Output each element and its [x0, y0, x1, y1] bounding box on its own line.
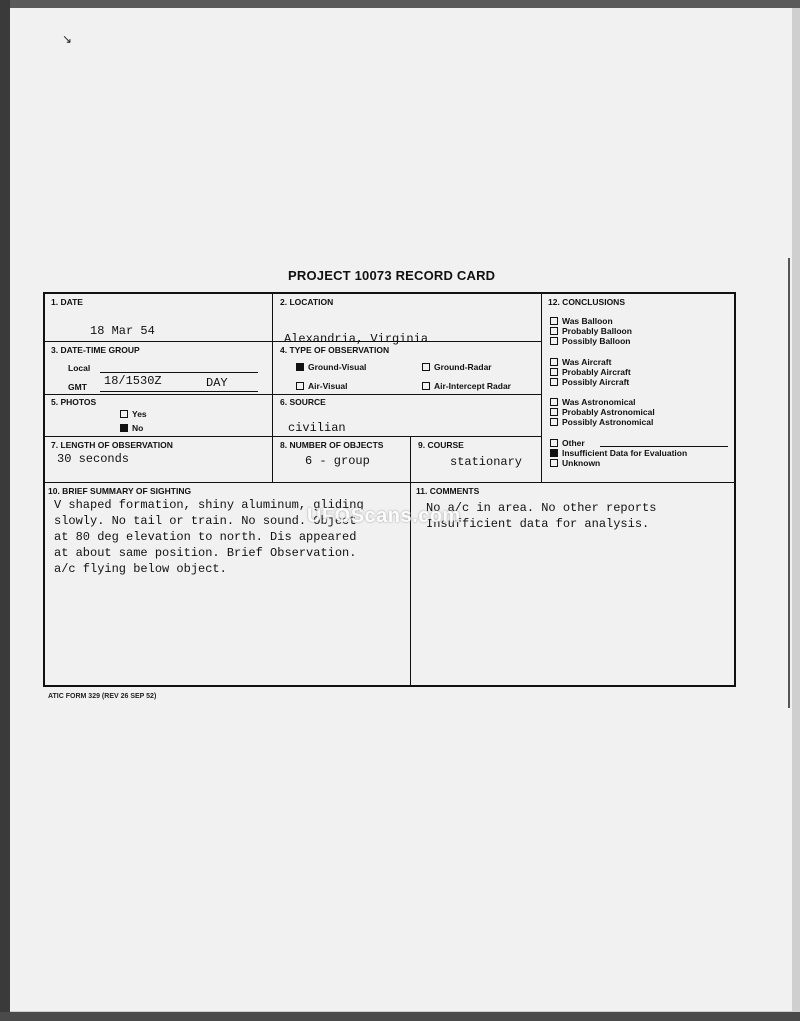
- length-label: 7. LENGTH OF OBSERVATION: [51, 440, 173, 450]
- checkbox-icon: [550, 439, 558, 447]
- gmt-value: 18/1530Z: [104, 374, 162, 388]
- course-value: stationary: [450, 455, 523, 469]
- conclusion-possibly-balloon: Possibly Balloon: [550, 336, 631, 346]
- scan-right-mark: [788, 258, 790, 708]
- source-value: civilian: [288, 421, 346, 435]
- conclusion-insufficient-data: Insufficient Data for Evaluation: [550, 448, 687, 458]
- summary-line: V shaped formation, shiny aluminum, gliding: [54, 498, 364, 512]
- conclusion-was-astronomical: Was Astronomical: [550, 397, 636, 407]
- observation-type-label: 4. TYPE OF OBSERVATION: [280, 345, 390, 355]
- checkbox-icon: [120, 410, 128, 418]
- checkbox-icon: [550, 368, 558, 376]
- summary-line: slowly. No tail or train. No sound. Object: [54, 514, 357, 528]
- other-line: [600, 446, 728, 447]
- checkbox-icon: [550, 378, 558, 386]
- ground-radar-option: Ground-Radar: [422, 362, 492, 372]
- conclusion-probably-aircraft: Probably Aircraft: [550, 367, 631, 377]
- date-label: 1. DATE: [51, 297, 83, 307]
- checkbox-icon: [550, 317, 558, 325]
- checkbox-icon: [422, 382, 430, 390]
- time-period: DAY: [206, 376, 228, 390]
- date-time-label: 3. DATE-TIME GROUP: [51, 345, 140, 355]
- card-title: PROJECT 10073 RECORD CARD: [288, 268, 496, 283]
- number-objects-label: 8. NUMBER OF OBJECTS: [280, 440, 384, 450]
- checkbox-icon: [550, 398, 558, 406]
- checkbox-icon: [296, 382, 304, 390]
- row-divider: [43, 482, 736, 483]
- col-divider: [410, 436, 411, 687]
- gmt-line: [100, 391, 258, 392]
- summary-label: 10. BRIEF SUMMARY OF SIGHTING: [48, 486, 192, 496]
- checkbox-checked-icon: [120, 424, 128, 432]
- conclusion-possibly-astronomical: Possibly Astronomical: [550, 417, 653, 427]
- scan-speck: ↘: [62, 32, 73, 46]
- air-visual-option: Air-Visual: [296, 381, 348, 391]
- gmt-label: GMT: [68, 382, 87, 392]
- summary-line: a/c flying below object.: [54, 562, 227, 576]
- source-label: 6. SOURCE: [280, 397, 326, 407]
- air-intercept-radar-option: Air-Intercept Radar: [422, 381, 511, 391]
- summary-line: at 80 deg elevation to north. Dis appeared: [54, 530, 357, 544]
- comments-line: Insufficient data for analysis.: [426, 517, 650, 531]
- course-label: 9. COURSE: [418, 440, 464, 450]
- conclusion-was-balloon: Was Balloon: [550, 316, 613, 326]
- conclusion-possibly-aircraft: Possibly Aircraft: [550, 377, 629, 387]
- checkbox-checked-icon: [550, 449, 558, 457]
- conclusion-other: Other: [550, 438, 585, 448]
- conclusion-was-aircraft: Was Aircraft: [550, 357, 611, 367]
- form-number: ATIC FORM 329 (REV 26 SEP 52): [48, 693, 157, 700]
- local-label: Local: [68, 363, 91, 373]
- ground-visual-option: Ground-Visual: [296, 362, 366, 372]
- col-divider: [272, 292, 273, 482]
- conclusions-label: 12. CONCLUSIONS: [548, 297, 625, 307]
- scan-top-edge: [0, 0, 800, 8]
- location-value: Alexandria, Virginia: [284, 332, 429, 346]
- local-line: [100, 372, 258, 373]
- photos-label: 5. PHOTOS: [51, 397, 97, 407]
- conclusion-probably-balloon: Probably Balloon: [550, 326, 632, 336]
- checkbox-icon: [550, 358, 558, 366]
- scan-left-edge: [0, 0, 10, 1021]
- row-divider: [43, 394, 542, 395]
- checkbox-icon: [550, 459, 558, 467]
- summary-line: at about same position. Brief Observation.: [54, 546, 357, 560]
- conclusion-probably-astronomical: Probably Astronomical: [550, 407, 655, 417]
- number-objects-value: 6 - group: [305, 454, 370, 468]
- checkbox-icon: [550, 408, 558, 416]
- checkbox-icon: [550, 418, 558, 426]
- location-label: 2. LOCATION: [280, 297, 334, 307]
- scan-bottom-edge: [0, 1012, 800, 1021]
- comments-line: No a/c in area. No other reports: [426, 501, 657, 515]
- checkbox-checked-icon: [296, 363, 304, 371]
- comments-label: 11. COMMENTS: [416, 486, 480, 496]
- date-value: 18 Mar 54: [90, 324, 155, 338]
- col-divider: [541, 292, 542, 482]
- checkbox-icon: [550, 327, 558, 335]
- watermark: UFOScans.com: [307, 505, 461, 527]
- conclusion-unknown: Unknown: [550, 458, 600, 468]
- photos-no-option: No: [120, 423, 143, 433]
- photos-yes-option: Yes: [120, 409, 147, 419]
- row-divider: [43, 436, 542, 437]
- checkbox-icon: [422, 363, 430, 371]
- length-value: 30 seconds: [57, 452, 130, 466]
- checkbox-icon: [550, 337, 558, 345]
